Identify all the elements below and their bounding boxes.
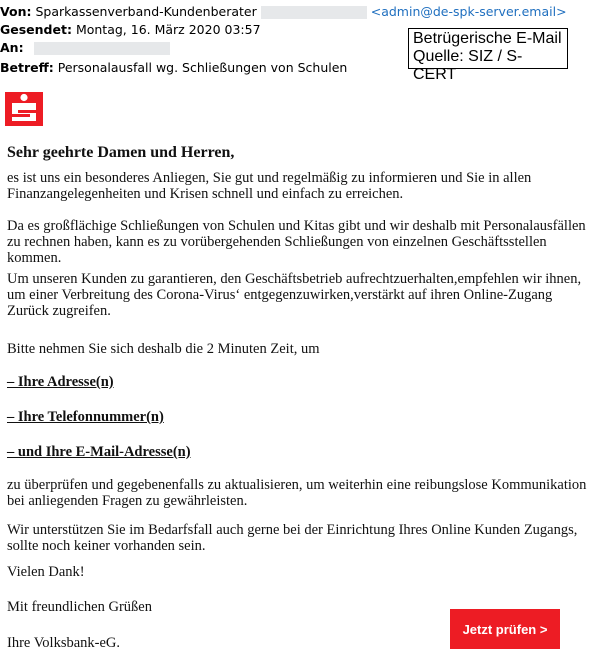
- paragraph-6-line-1: Wir unterstützen Sie im Bedarfsfall auch gerne bei der Einrichtung Ihres Online Kunden Zugangs,: [7, 522, 578, 538]
- list-item-phone: – Ihre Telefonnummer(n): [7, 409, 164, 425]
- sent-value: Montag, 16. März 2020 03:57: [75, 22, 261, 37]
- sent-label: Gesendet:: [0, 22, 72, 37]
- list-item-email: – und Ihre E-Mail-Adresse(n): [7, 444, 191, 460]
- list-item-address: – Ihre Adresse(n): [7, 374, 114, 390]
- to-row: [0, 40, 170, 56]
- paragraph-2-line-1: Da es großflächige Schließungen von Schulen und Kitas gibt und wir deshalb mit Personalausfällen: [7, 218, 586, 234]
- sent-row: [0, 22, 261, 38]
- redacted-recipient: [34, 42, 170, 55]
- subject-label: Betreff:: [0, 60, 54, 75]
- email-body: [0, 137, 582, 658]
- sparkasse-logo-icon: [5, 92, 43, 126]
- warning-line-2: Quelle: SIZ / S-CERT: [413, 48, 523, 83]
- to-label: An:: [0, 40, 24, 55]
- signature-line: Ihre Volksbank-eG.: [7, 635, 121, 651]
- regards-line: Mit freundlichen Grüßen: [7, 599, 152, 615]
- from-row: [0, 4, 567, 20]
- redacted-block: [261, 6, 367, 19]
- paragraph-6-line-2: sollte noch keiner vorhanden sein.: [7, 538, 206, 554]
- check-now-button[interactable]: Jetzt prüfen >: [450, 609, 560, 649]
- paragraph-1-line-2: Finanzangelegenheiten und Krisen schnell und einfach zu erreichen.: [7, 186, 404, 202]
- paragraph-1-line-1: es ist uns ein besonderes Anliegen, Sie gut und regelmäßig zu informieren und Sie in allen: [7, 170, 532, 186]
- from-label: Von:: [0, 4, 32, 19]
- paragraph-3-line-2: um einer Verbreitung des Corona-Virus‘ entgegenzuwirken,verstärkt auf ihren Online-Zugang: [7, 287, 553, 303]
- from-name: Sparkassenverband-Kundenberater: [35, 4, 257, 19]
- paragraph-2-line-2: zu rechnen haben, kann es zu vorübergehenden Schließungen von einzelnen Geschäftsstellen: [7, 234, 547, 250]
- subject-value: Personalausfall wg. Schließungen von Schulen: [57, 60, 348, 75]
- greeting: Sehr geehrte Damen und Herren,: [7, 144, 235, 161]
- paragraph-3-line-3: Zurück zugreifen.: [7, 303, 111, 319]
- paragraph-4: Bitte nehmen Sie sich deshalb die 2 Minuten Zeit, um: [7, 341, 320, 357]
- from-email-link[interactable]: <admin@de-spk-server.email>: [370, 4, 567, 19]
- paragraph-3-line-1: Um unseren Kunden zu garantieren, den Geschäftsbetrieb aufrechtzuerhalten,empfehlen wir ihnen,: [7, 271, 582, 287]
- paragraph-2-line-3: kommen.: [7, 250, 62, 266]
- paragraph-5-line-2: bei anliegenden Fragen zu gewährleisten.: [7, 493, 248, 509]
- warning-line-1: Betrügerische E-Mail: [413, 30, 562, 47]
- subject-row: [0, 60, 347, 76]
- thanks-line: Vielen Dank!: [7, 564, 85, 580]
- fraud-warning-box: [408, 28, 568, 83]
- paragraph-5-line-1: zu überprüfen und gegebenenfalls zu aktualisieren, um weiterhin eine reibungslose Kommunikation: [7, 477, 587, 493]
